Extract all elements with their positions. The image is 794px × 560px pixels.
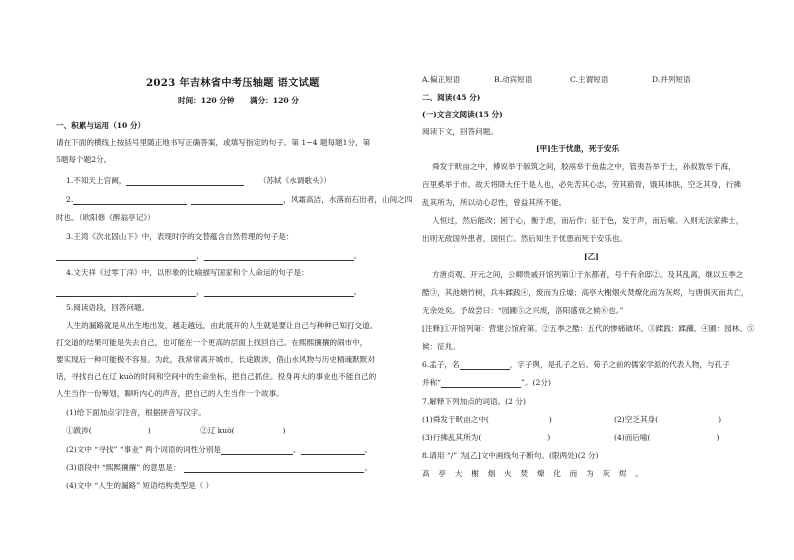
question-7-4: (4)而后喻( ): [614, 433, 720, 442]
subquestion-3: (3)语段中 “熙熙攘攘” 的意思是： 。: [66, 463, 373, 472]
question-7-3: (3)行拂乱其所为( ): [422, 433, 551, 442]
question-8: 8.请用 “/” 为[乙]文中画线句子断句。(限两处)(2 分): [422, 451, 599, 460]
passage-line: 人生当作一份筹划，聊听内心的声音，把自己的人生当作一个故事。: [56, 389, 284, 398]
question-6: 6.孟子，名 ，字子舆，是孔子之后、荀子之前的儒家学派的代表人物，与孔子: [422, 360, 730, 369]
question-4-answer: ， 。: [56, 287, 361, 297]
subquestion-1b: ②辽 kuò( ): [200, 426, 286, 435]
part1-heading: 一、积累与运用（10 分）: [56, 121, 146, 130]
answer-blank[interactable]: [56, 288, 196, 297]
answer-blank[interactable]: [126, 177, 244, 186]
answer-blank[interactable]: [204, 288, 354, 297]
question-1-text: 1.不知天上宫阙，: [66, 176, 127, 185]
section-classical-heading: (一)文言文阅读(15 分): [422, 110, 503, 119]
passage-line: 出则无敌国外患者，国恒亡。然后知生于忧患而死于安乐也。: [422, 234, 628, 243]
exam-title: 2023 年吉林省中考压轴题 语文试题: [146, 77, 320, 89]
passage-line-underlined: 酷③，其池塘竹树，兵车蹂践④，废而为丘墟；高亭大榭烟火焚燎化而为灰烬，与唐俱灭而共亡，: [422, 288, 749, 297]
subquestion-1: (1)给下面加点字注音，根据拼音写汉字。: [66, 408, 206, 417]
passage-line: 打交道的结果可能是失去自己，也可能在一个更高的层面上找回自己。在熙熙攘攘的闹市中，: [56, 338, 368, 347]
answer-blank[interactable]: [221, 446, 293, 455]
passage-line: 无余处矣。予故尝曰：“园圃⑤之兴废，洛阳盛衰之候⑥也。”: [422, 306, 624, 315]
passage-line: 方唐贞观、开元之间，公卿贵戚开馆列第①于东都者，号千有余邸②。及其乱离，继以五季之: [432, 270, 744, 279]
passage-jia-title: [甲]生于忧患，死于安乐: [536, 144, 620, 153]
reading-instructions: 阅读下文，回答问题。: [422, 127, 498, 136]
answer-blank[interactable]: [204, 252, 354, 261]
exam-score: 满分：120 分: [250, 96, 299, 105]
answer-blank[interactable]: [73, 196, 187, 205]
option-a: A.偏正短语: [422, 75, 461, 84]
passage-line: 要实现后一种可能极不容易。为此，我常常离开城市，长途跋涉，借山水风物与历史精魂默默对: [56, 355, 375, 364]
part1-instructions-2: 5题每个题2分。: [56, 155, 112, 164]
answer-blank[interactable]: [301, 446, 365, 455]
passage-line: 人恒过，然后能改；困于心，衡于虑，而后作；征于色，发于声，而后喻。入则无法家拂士，: [432, 216, 744, 225]
answer-blank[interactable]: [441, 379, 521, 388]
option-b: B.动宾短语: [494, 75, 533, 84]
question-1-source: （苏轼《水调歌头》）: [258, 176, 331, 185]
question-4: 4.文天祥《过零丁洋》中，以形象的比喻描写国家和个人命运的句子是：: [66, 268, 309, 277]
question-7-1: (1)舜发于畎亩之中( ): [422, 415, 552, 424]
question-2-end: 时也。（欧阳修《醉翁亭记》）: [56, 213, 155, 222]
question-8-sentence: 高 亭 大 榭 烟 火 焚 燎 化 而 为 灰 烬 。: [422, 469, 647, 478]
option-c: C.主谓短语: [570, 75, 609, 84]
annotation-line: 候：征兆。: [422, 342, 460, 351]
part1-instructions-1: 请在下面的横线上按括号里随正地书写正确答案，或填写指定的句子。第 1~4 题每题1分，第: [56, 138, 371, 147]
passage-line: 话，寻找自己在辽 kuò的时间和空间中的生命坐标，把自己抓住。投身再大的事业也不能自己的: [56, 372, 377, 381]
question-7: 7.解释下列加点的词语。(2 分): [422, 397, 526, 406]
answer-blank[interactable]: [184, 464, 364, 473]
passage-line: 百里奚举于市。故天将降大任于是人也，必先苦其心志，劳其筋骨，饿其体肤，空乏其身，行拂: [422, 180, 741, 189]
option-d: D.并列短语: [652, 75, 691, 84]
passage-yi-title: [乙]: [584, 252, 599, 261]
question-1: [66, 176, 331, 186]
question-3: 3.王湾《次北固山下》中，表现时序的交替蕴含自然哲理的句子是：: [66, 232, 294, 241]
subquestion-1a: ①跋涉( ): [66, 426, 151, 435]
question-5: 5.阅读语段，回答问题。: [66, 303, 150, 312]
passage-line: 人生的漏路就是从出生地出发，越走越远，由此展开的人生就是要让自己与种种已知打交道。: [66, 321, 378, 330]
question-6-cont: 并称“ ”。(2分): [422, 378, 551, 387]
answer-blank[interactable]: [56, 252, 196, 261]
answer-blank[interactable]: [460, 361, 510, 370]
answer-blank[interactable]: [191, 196, 283, 205]
passage-line: 乱其所为，所以动心忍性，曾益其所不能。: [422, 198, 567, 207]
question-7-2: (2)空乏其身( ): [614, 415, 722, 424]
question-3-answer: ， 。: [56, 251, 361, 261]
annotation-line: [注释]①开馆列第：营建公馆府第。②五季之酷：五代的惨痛破坏。③蹂践：蹂躏。④圃：园林。⑤: [422, 324, 755, 333]
exam-time: 时间：120 分钟: [178, 96, 235, 105]
subquestion-2: (2)文中 “寻找” “事业” 两个词语的词性分别是 、 。: [66, 445, 373, 454]
passage-line: 舜发于畎亩之中，傅说举于版筑之间，胶鬲举于鱼盐之中，管夷吾举于士，孙叔敖举于海，: [432, 162, 736, 171]
subquestion-4: (4)文中 “人生的漏路” 短语结构类型是（ ）: [66, 481, 214, 490]
question-2: 2. ，风霜高洁，水落而石出者，山间之四: [66, 195, 413, 204]
question-2-text: ，风霜高洁，水落而石出者，山间之四: [283, 195, 413, 204]
part2-heading: 二、阅读(45 分): [422, 93, 481, 102]
